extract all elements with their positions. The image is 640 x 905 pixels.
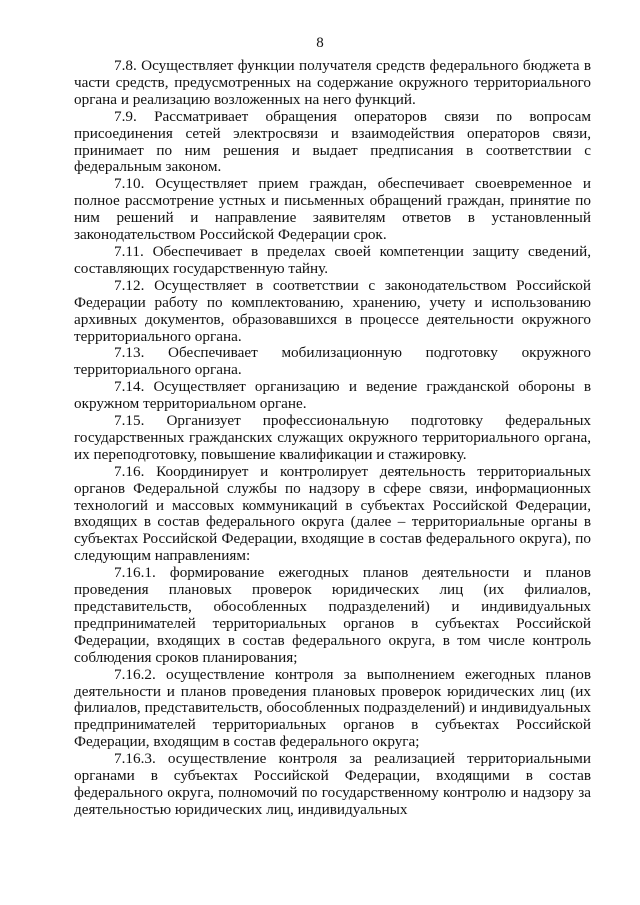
paragraph-7-16: 7.16. Координирует и контролирует деятельность территориальных органов Федеральной службы по надзору в сфере связи, информационных технологий и массовых коммуникаций в субъектах Российской Федерации, входящих в состав федерального округа (далее – территориальные органы в субъектах Российской Федерации, входящие в состав федерального округа), по следующим направлениям: — [74, 462, 591, 565]
paragraph-7-15: 7.15. Организует профессиональную подготовку федеральных государственных гражданских служащих окружного территориального органа, их переподготовку, повышение квалификации и стажировку. — [74, 412, 591, 463]
page-number: 8 — [316, 35, 324, 51]
paragraph-7-10: 7.10. Осуществляет прием граждан, обеспечивает своевременное и полное рассмотрение устных и письменных обращений граждан, принятие по ним решений и направление заявителям ответов в установленный законодательством Российской Федерации срок. — [74, 175, 591, 244]
document-body — [74, 58, 591, 819]
paragraph-7-16-1: 7.16.1. формирование ежегодных планов деятельности и планов проведения плановых проверок юридических лиц (их филиалов, представительств, обособленных подразделений) и индивидуальных предпринимателей территориальных органов в субъектах Российской Федерации, входящих в состав федерального округа, в том числе контроль соблюдения сроков планирования; — [74, 564, 591, 666]
paragraph-7-9: 7.9. Рассматривает обращения операторов связи по вопросам присоединения сетей электросвязи и взаимодействия операторов связи, принимает по ним решения и выдает предписания в соответствии с федеральным законом. — [74, 107, 591, 176]
paragraph-7-16-2: 7.16.2. осуществление контроля за выполнением ежегодных планов деятельности и планов проведения плановых проверок юридических лиц (их филиалов, представительств, обособленных подразделений) и индивидуальных предпринимателей территориальных органов в субъектах Российской Федерации, входящим в состав федерального округа; — [74, 665, 591, 751]
paragraph-7-13: 7.13. Обеспечивает мобилизационную подготовку окружного территориального органа. — [74, 344, 591, 379]
paragraph-7-16-3: 7.16.3. осуществление контроля за реализацией территориальными органами в субъектах Российской Федерации, входящими в состав федерального округа, полномочий по государственному контролю и надзору за деятельностью юридических лиц, индивидуальных — [74, 750, 591, 818]
paragraph-7-14: 7.14. Осуществляет организацию и ведение гражданской обороны в окружном территориальном органе. — [74, 378, 591, 413]
paragraph-7-11: 7.11. Обеспечивает в пределах своей компетенции защиту сведений, составляющих государственную тайну. — [74, 242, 591, 277]
paragraph-7-12: 7.12. Осуществляет в соответствии с законодательством Российской Федерации работу по комплектованию, хранению, учету и использованию архивных документов, образовавшихся в процессе деятельности окружного территориального органа. — [74, 276, 591, 345]
paragraph-7-8: 7.8. Осуществляет функции получателя средств федерального бюджета в части средств, предусмотренных на содержание окружного территориального органа и реализацию возложенных на него функций. — [74, 57, 591, 108]
